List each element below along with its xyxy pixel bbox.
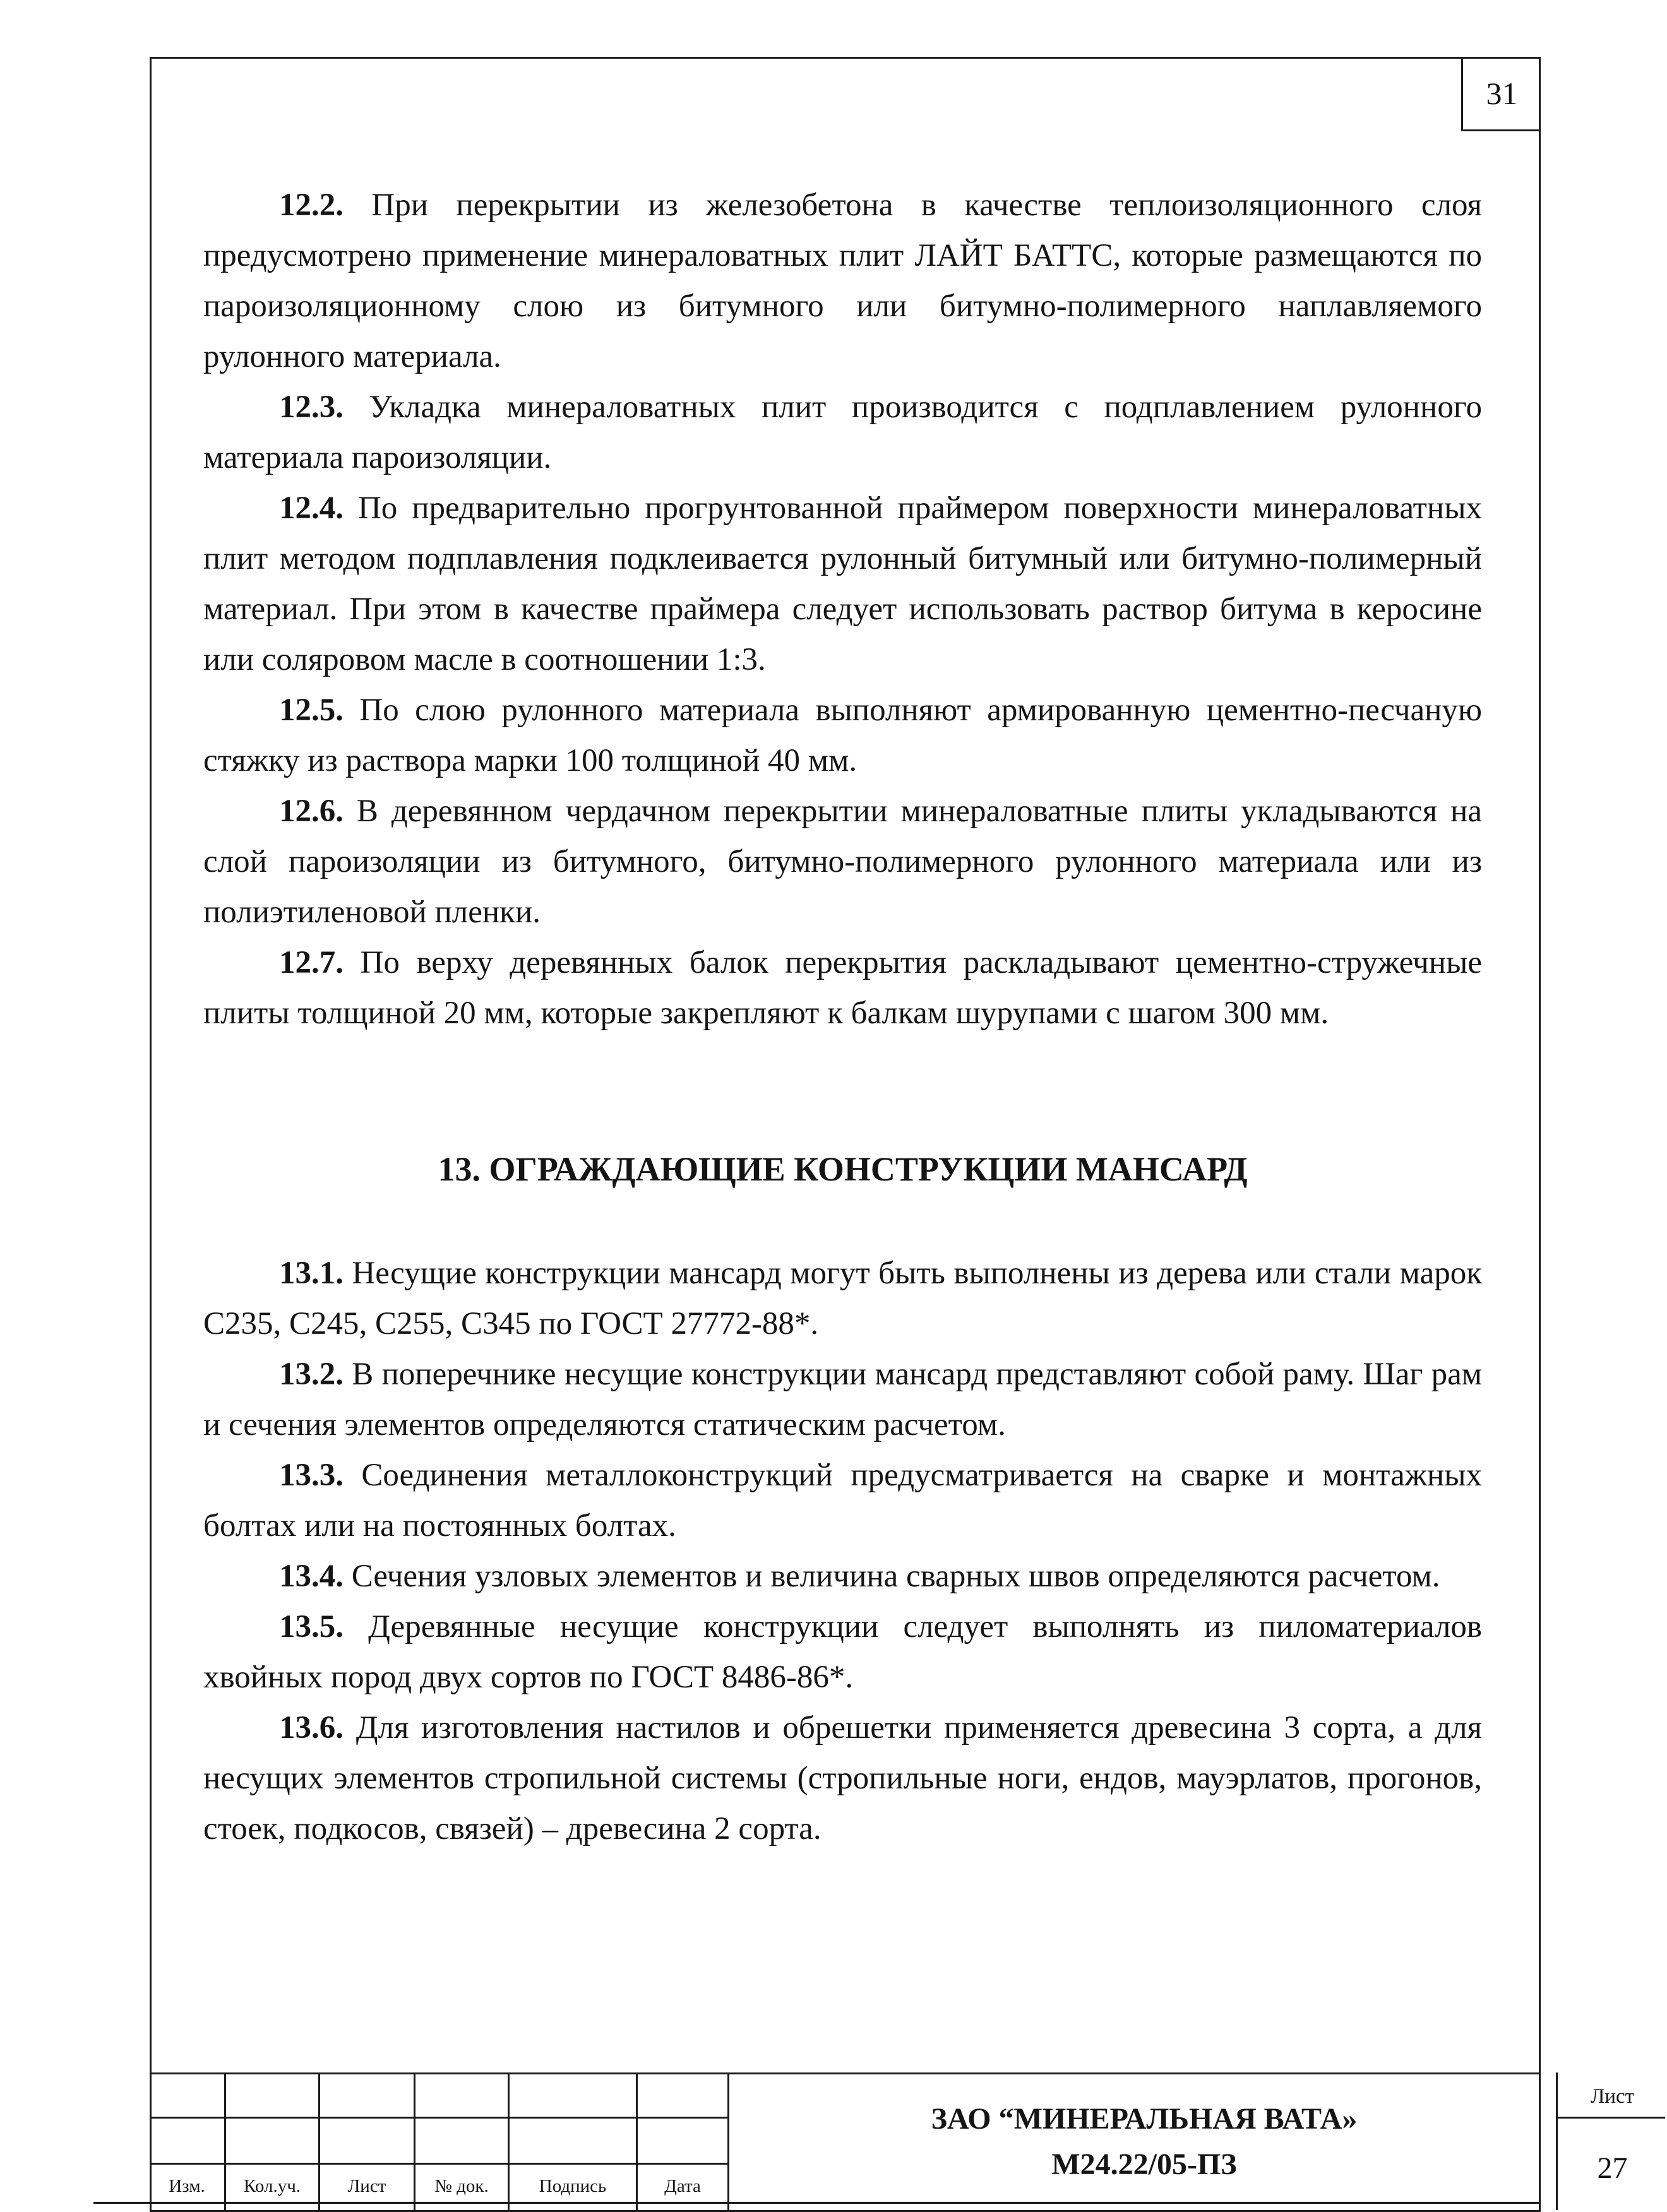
- paragraph-12-2: [203, 180, 1482, 382]
- paragraph-number: 12.2.: [279, 187, 344, 223]
- paragraph-text: В поперечнике несущие конструкции мансард представляют собой раму. Шаг рам и сечения элементов определяются статическим расчетом.: [203, 1357, 1482, 1442]
- bottom-rule: [93, 2202, 1541, 2204]
- paragraph-13-2: [203, 1349, 1482, 1450]
- title-block: [150, 2072, 1635, 2210]
- paragraph-13-3: [203, 1450, 1482, 1551]
- paragraph-text: По предварительно прогрунтованной праймером поверхности минераловатных плит методом подплавления подклеивается рулонный битумный или битумно-полимерный материал. При этом в качестве праймера следует использовать раствор битума в керосине или соляровом масле в соотношении 1:3.: [203, 491, 1482, 677]
- stamp-label-kol-uch: Кол.уч.: [243, 2175, 301, 2196]
- paragraph-text: При перекрытии из железобетона в качестве теплоизоляционного слоя предусмотрено применение минераловатных плит ЛАЙТ БАТТС, которые размещаются по пароизоляционному слою из битумного или битумно-полимерного наплавляемого рулонного материала.: [203, 187, 1482, 374]
- document-code: М24.22/05-ПЗ: [1051, 2148, 1237, 2181]
- paragraph-13-4: [203, 1551, 1482, 1602]
- paragraph-text: Соединения металлоконструкций предусматривается на сварке и монтажных болтах или на постоянных болтах.: [203, 1458, 1482, 1543]
- paragraph-12-5: [203, 685, 1482, 786]
- paragraph-text: По верху деревянных балок перекрытия раскладывают цементно-стружечные плиты толщиной 20 мм, которые закрепляют к балкам шурупами с шагом 300 мм.: [203, 945, 1482, 1031]
- paragraph-text: Сечения узловых элементов и величина сварных швов определяются расчетом.: [344, 1559, 1440, 1594]
- organization-name: ЗАО “МИНЕРАЛЬНАЯ ВАТА»: [931, 2102, 1358, 2136]
- title-block-top-border: [150, 2072, 1541, 2074]
- paragraph-12-7: [203, 937, 1482, 1038]
- paragraph-number: 12.6.: [279, 794, 344, 829]
- paragraph-text: В деревянном чердачном перекрытии минераловатные плиты укладываются на слой пароизоляции из битумного, битумно-полимерного рулонного материала или из полиэтиленовой пленки.: [203, 794, 1482, 930]
- stamp-label-signature: Подпись: [539, 2175, 607, 2196]
- paragraph-number: 12.3.: [279, 389, 344, 425]
- paragraph-number: 13.5.: [279, 1609, 344, 1644]
- paragraph-13-1: [203, 1248, 1482, 1349]
- paragraph-12-6: [203, 786, 1482, 937]
- paragraph-text: Деревянные несущие конструкции следует выполнять из пиломатериалов хвойных пород двух сортов по ГОСТ 8486-86*.: [203, 1609, 1482, 1695]
- stamp-label-izm: Изм.: [169, 2175, 205, 2196]
- paragraph-text: Несущие конструкции мансард могут быть выполнены из дерева или стали марок С235, С245, С255, С345 по ГОСТ 27772-88*.: [203, 1256, 1482, 1341]
- section-13-text: [203, 1248, 1482, 1854]
- paragraph-12-3: [203, 382, 1482, 483]
- paragraph-number: 13.2.: [279, 1357, 344, 1392]
- stamp-label-date: Дата: [664, 2175, 701, 2196]
- paragraph-number: 13.1.: [279, 1256, 344, 1291]
- paragraph-13-5: [203, 1602, 1482, 1703]
- paragraph-text: Укладка минераловатных плит производится с подплавлением рулонного материала пароизоляции.: [203, 389, 1482, 475]
- paragraph-number: 12.4.: [279, 491, 344, 526]
- sheet-number: 27: [1597, 2151, 1628, 2185]
- title-block-column-line: [727, 2072, 729, 2210]
- corner-page-number: 31: [1461, 57, 1541, 131]
- sheet-label: Лист: [1590, 2084, 1635, 2108]
- title-block-row-line: [150, 2117, 727, 2119]
- paragraph-number: 12.5.: [279, 693, 344, 728]
- section-13-heading: 13. ОГРАЖДАЮЩИЕ КОНСТРУКЦИИ МАНСАРД: [438, 1150, 1248, 1188]
- title-block-sheet-line: [1556, 2117, 1665, 2119]
- paragraph-number: 12.7.: [279, 945, 344, 980]
- paragraph-number: 13.6.: [279, 1710, 344, 1745]
- paragraph-number: 13.4.: [279, 1559, 344, 1594]
- section-12-text: [203, 180, 1482, 1038]
- paragraph-12-4: [203, 483, 1482, 685]
- paragraph-text: Для изготовления настилов и обрешетки применяется древесина 3 сорта, а для несущих элементов стропильной системы (стропильные ноги, ендов, мауэрлатов, прогонов, стоек, подкосов, связей) – древесина 2 сорта.: [203, 1710, 1482, 1846]
- stamp-label-doc-number: № док.: [434, 2175, 489, 2196]
- paragraph-13-6: [203, 1703, 1482, 1854]
- paragraph-number: 13.3.: [279, 1458, 344, 1493]
- stamp-label-list: Лист: [347, 2175, 386, 2196]
- paragraph-text: По слою рулонного материала выполняют армированную цементно-песчаную стяжку из раствора марки 100 толщиной 40 мм.: [203, 693, 1482, 778]
